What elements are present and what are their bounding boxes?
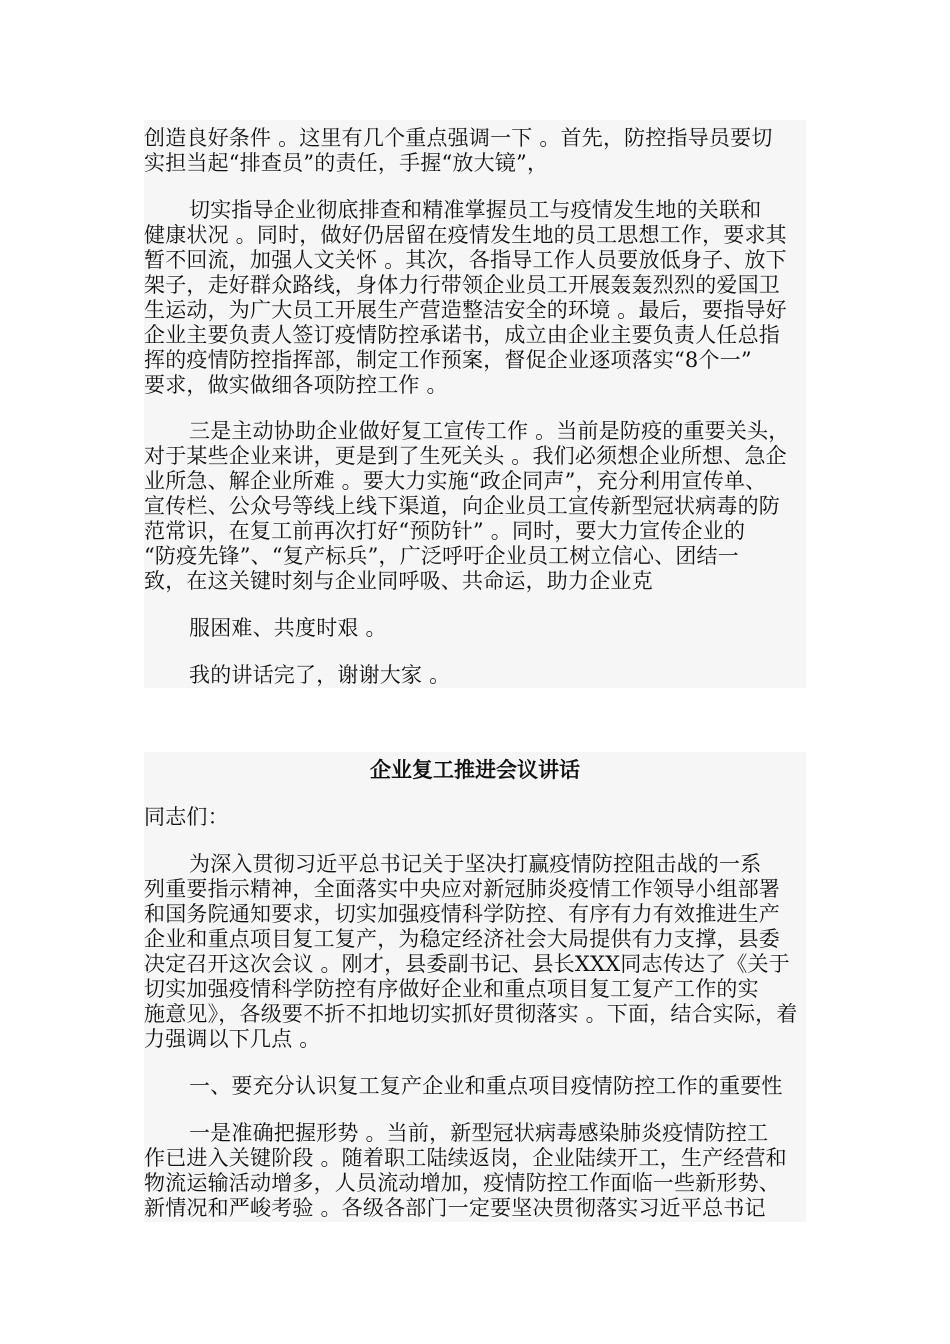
text-line: 为深入贯彻习近平总书记关于坚决打赢疫情防控阻击战的一系 [189,852,762,876]
text-line: 对于某些企业来讲，更是到了生死关头 。我们必须想企业所想、急企 [144,444,787,468]
text-line: 三是主动协助企业做好复工宣传工作 。当前是防疫的重要关头， [189,419,790,443]
text-line: 创造良好条件 。这里有几个重点强调一下 。首先，防控指导员要切 [144,126,773,150]
document-title: 企业复工推进会议讲话 [370,757,580,782]
text-line: 物流运输活动增多，人员流动增加，疫情防控工作面临一些新形势、 [144,1171,780,1195]
text-line: “防疫先锋”、“复产标兵”，广泛呼吁企业员工树立信心、团结一 [144,544,739,568]
text-line: 架子，走好群众路线，身体力行带领企业员工开展轰轰烈烈的爱国卫 [144,273,780,297]
text-line: 力强调以下几点 。 [144,1027,321,1051]
text-line: 致，在这关键时刻与企业同呼吸、共命运，助力企业克 [144,569,653,593]
section1-paragraph-5: 我的讲话完了，谢谢大家 。 [189,663,451,687]
text-line: 暂不回流，加强人文关怀 。其次，各指导工作人员要放低身子、放下 [144,248,787,272]
salutation: 同志们： [144,805,229,829]
text-line: 切实指导企业彻底排查和精准掌握员工与疫情发生地的关联和 [189,198,762,222]
text-line: 作已进入关键阶段 。随着职工陆续返岗，企业陆续开工，生产经营和 [144,1146,787,1170]
text-line: 一是准确把握形势 。当前，新型冠状病毒感染肺炎疫情防控工 [189,1121,769,1145]
text-line: 宣传栏、公众号等线上线下渠道，向企业员工宣传新型冠状病毒的防 [144,494,780,518]
text-line: 实担当起“排查员”的责任，手握“放大镜”， [144,151,549,175]
text-line: 挥的疫情防控指挥部，制定工作预案，督促企业逐项落实“8个一” [144,348,752,372]
section1-paragraph-4: 服困难、共度时艰 。 [189,616,387,640]
text-line: 业所急、解企业所难 。要大力实施“政企同声”，充分利用宣传单、 [144,469,767,493]
text-line: 企业主要负责人签订疫情防控承诺书，成立由企业主要负责人任总指 [144,323,780,347]
text-line: 切实加强疫情科学防控有序做好企业和重点项目复工复产工作的实 [144,977,759,1001]
text-line: 新情况和严峻考验 。各级各部门一定要坚决贯彻落实习近平总书记 [144,1196,766,1220]
section-heading: 一、要充分认识复工复产企业和重点项目疫情防控工作的重要性 [189,1074,783,1098]
text-line: 生运动，为广大员工开展生产营造整洁安全的环境 。最后，要指导好 [144,298,787,322]
text-line: 要求，做实做细各项防控工作 。 [144,373,448,397]
text-line: 施意见》，各级要不折不扣地切实抓好贯彻落实 。下面，结合实际，着 [144,1002,798,1026]
text-line: 范常识，在复工前再次打好“预防针” 。同时，要大力宣传企业的 [144,519,746,543]
text-line: 列重要指示精神，全面落实中央应对新冠肺炎疫情工作领导小组部署 [144,877,780,901]
text-line: 健康状况 。同时，做好仍居留在疫情发生地的员工思想工作，要求其 [144,223,787,247]
text-line: 企业和重点项目复工复产，为稳定经济社会大局提供有力支撑，县委 [144,927,780,951]
text-line: 和国务院通知要求，切实加强疫情科学防控、有序有力有效推进生产 [144,902,780,926]
text-line: 决定召开这次会议 。刚才，县委副书记、县长XXX同志传达了《关于 [144,952,790,976]
